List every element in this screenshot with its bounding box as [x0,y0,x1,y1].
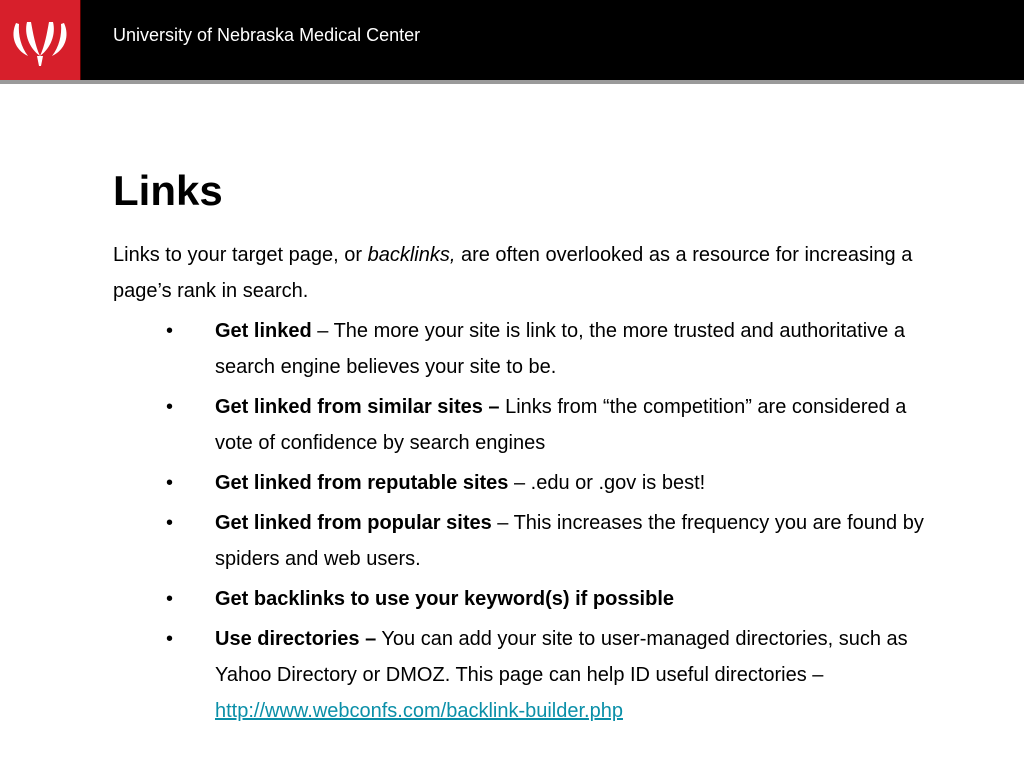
bullet-heading: Get linked from similar sites – [215,396,500,418]
organization-name: University of Nebraska Medical Center [113,25,421,45]
slide-body [113,237,943,729]
bullet-marker: • [166,588,174,610]
unmc-logo-icon [0,0,80,80]
list-item [113,621,943,729]
bullet-marker: • [166,472,174,494]
bullet-marker: • [166,512,174,534]
list-item [113,465,943,501]
bullet-text: You can add your site to user-managed directories, such as Yahoo Directory or DMOZ. This page can help ID useful directories – [215,628,908,686]
bullet-marker: • [166,628,174,650]
slide-title: Links [113,167,223,214]
list-item [113,505,943,577]
bullet-heading: Get linked from popular sites [215,512,492,534]
bullet-marker: • [166,320,174,342]
unmc-logo [0,0,81,80]
bullet-text: Links from “the competition” are considered a vote of confidence by search engines [215,396,907,454]
bullet-heading: Get linked [215,320,312,342]
intro-paragraph [113,237,943,309]
intro-italic-term: backlinks, [367,244,456,266]
intro-text-end: are often overlooked as a resource for increasing a page’s rank in search. [113,244,913,302]
intro-text-start: Links to your target page, or [113,244,368,266]
bullet-heading: Use directories – [215,628,377,650]
bullet-text: – This increases the frequency you are found by spiders and web users. [215,512,924,570]
bullet-heading: Get backlinks to use your keyword(s) if possible [215,588,675,610]
bullet-text: – The more your site is link to, the more trusted and authoritative a search engine believes your site to be. [215,320,905,378]
header-bar [0,0,1024,80]
list-item [113,313,943,385]
bullet-heading: Get linked from reputable sites [215,472,509,494]
bullet-text: – .edu or .gov is best! [508,472,706,494]
bullet-marker: • [166,396,174,418]
list-item [113,581,943,617]
header-divider [0,80,1024,84]
list-item [113,389,943,461]
bullet-list [113,313,943,729]
backlink-builder-link[interactable]: http://www.webconfs.com/backlink-builder.php [215,700,623,722]
